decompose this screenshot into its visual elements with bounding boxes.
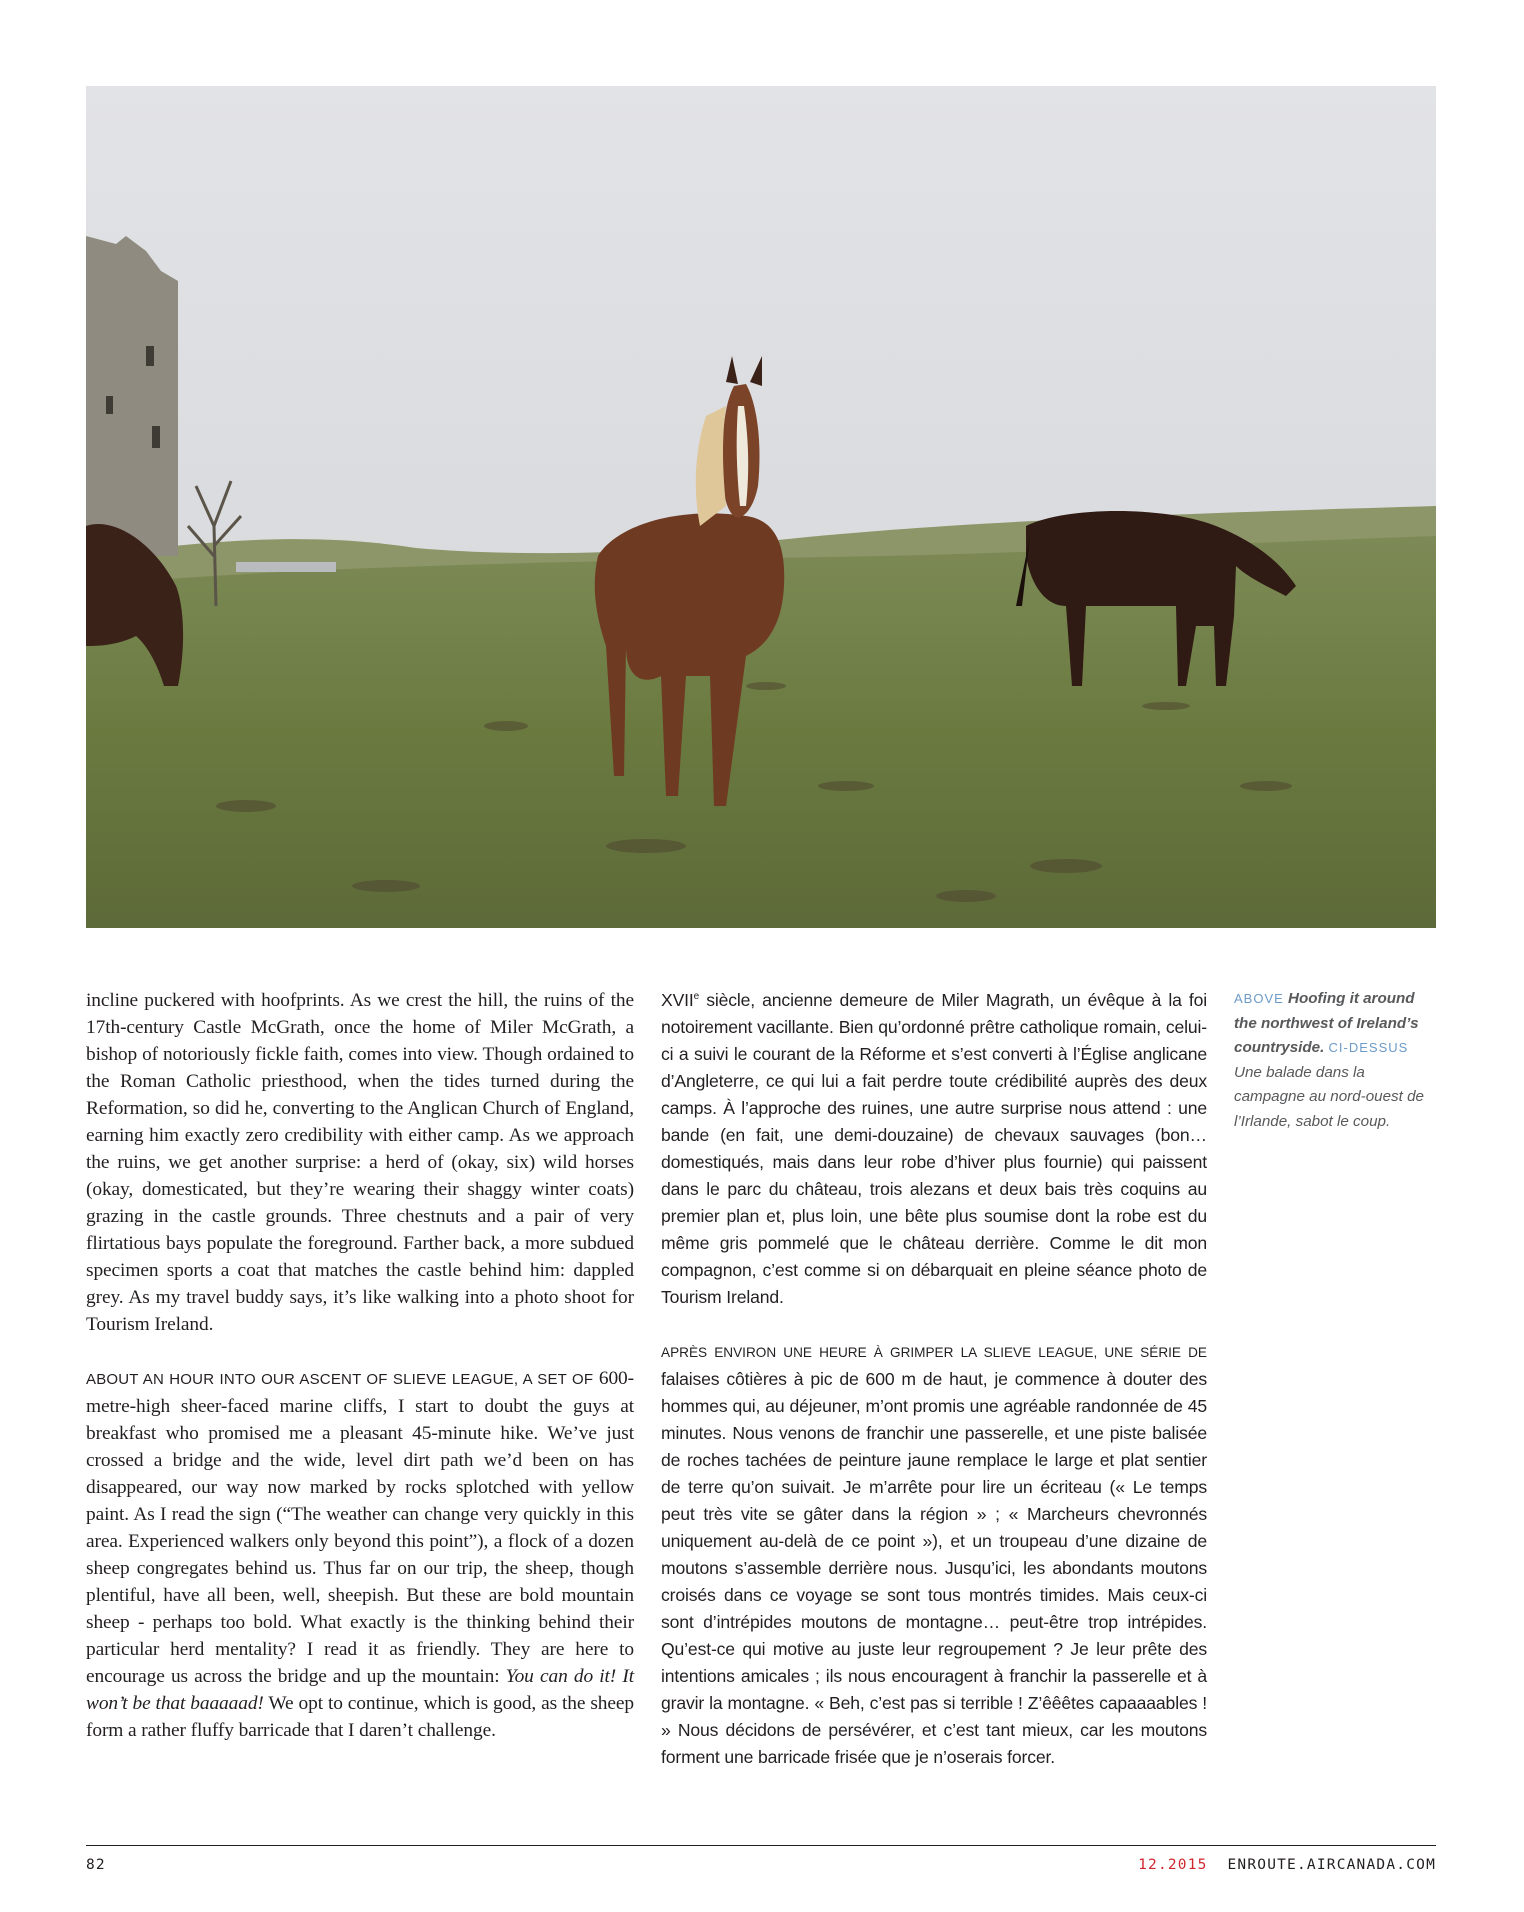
caption-tag-fr: CI-DESSUS [1328,1040,1409,1055]
horses-photo [86,86,1436,928]
french-century: XVII [661,990,694,1010]
caption-text-fr: Une balade dans la campagne au nord-ouest de l’Irlande, sabot le coup. [1234,1063,1424,1130]
french-paragraph-2-lead: APRÈS ENVIRON UNE HEURE À GRIMPER LA SLIEVE LEAGUE, UNE SÉRIE DE [661,1345,1207,1360]
caption-text-en: Hoofing it around the northwest of Ireland’s countryside. [1234,990,1419,1056]
photo-caption [1234,987,1434,1134]
french-paragraph-2-body: falaises côtières à pic de 600 m de haut, je commence à douter des hommes qui, au déjeuner, m’ont promis une agréable randonnée de 45 minutes. Nous venons de franchir une passerelle, et une piste balisée de roches tachées de peinture jaune remplace le large et plat sentier de terre qu’on suivait. Je m’arrête pour lire un écriteau (« Le temps peut très vite se gâter dans la région » ; « Marcheurs chevronnés uniquement au-delà de ce point »), et un troupeau d’une dizaine de moutons s’assemble derrière nous. Jusqu’ici, les abondants moutons croisés dans ce voyage se sont tous montrés timides. Mais ceux-ci sont d’intrépides moutons de montagne… peut-être trop intrépides. Qu’est-ce qui motive au juste leur regroupement ? Je leur prête des intentions amicales ; ils nous encouragent à franchir la passerelle et à gravir la montagne. « Beh, c’est pas si terrible ! Z’êêêtes capaaaables ! » Nous décidons de persévérer, et c’est tant mieux, car les moutons forment une barricade frisée que je n’oserais forcer. [661,1369,1207,1767]
page-number: 82 [86,1857,106,1873]
french-article-column [661,987,1207,1771]
website-link[interactable]: ENROUTE.AIRCANADA.COM [1227,1857,1436,1873]
footer-credit [1138,1857,1436,1873]
english-article-column [86,987,634,1744]
french-paragraph-2 [661,1338,1207,1771]
horses-photo-illustration [86,86,1436,928]
issue-date: 12.2015 [1138,1857,1208,1873]
french-paragraph-1-body: siècle, ancienne demeure de Miler Magrath, un évêque à la foi notoirement vacillante. Bien qu’ordonné prêtre catholique romain, celui-ci a suivi le courant de la Réforme et s’est converti à l’Église anglicane d’Angleterre, ce qui lui a fait perdre toute crédibilité auprès des deux camps. À l’approche des ruines, une autre surprise nous attend : une bande (en fait, une demi-douzaine) de chevaux sauvages (bon… domestiqués, mais dans leur robe d’hiver plus fournie) qui paissent dans le parc du château, trois alezans et deux bais très coquins au premier plan et, plus loin, une bête plus soumise dont la robe est du même gris pommelé que le château derrière. Comme le dit mon compagnon, c’est comme si on débarquait en pleine séance photo de Tourism Ireland. [661,990,1207,1307]
english-paragraph-2-body: 600-metre-high sheer-faced marine cliffs, I start to doubt the guys at breakfast who promised me a pleasant 45-minute hike. We’ve just crossed a bridge and the wide, level dirt path we’d been on has disappeared, our way now marked by rocks splotched with yellow paint. As I read the sign (“The weather can change very quickly in this area. Experienced walkers only beyond this point”), a flock of a dozen sheep congregates behind us. Thus far on our trip, the sheep, though plentiful, have all been, well, sheepish. But these are bold mountain sheep - perhaps too bold. What exactly is the thinking behind their particular herd mentality? I read it as friendly. They are here to encourage us across the bridge and up the mountain: [86,1368,635,1687]
english-paragraph-2 [86,1365,634,1744]
french-century-superscript: e [693,991,700,1003]
english-paragraph-2-lead: ABOUT AN HOUR INTO OUR ASCENT OF SLIEVE LEAGUE, A SET OF [86,1371,594,1388]
french-paragraph-1 [661,987,1207,1311]
caption-tag-en: ABOVE [1234,991,1284,1006]
english-paragraph-2-italic: You can do it! It won’t be that baaaaad! [86,1666,634,1714]
footer-rule [86,1845,1436,1846]
english-paragraph-2-end: We opt to continue, which is good, as the sheep form a rather fluffy barricade that I daren’t challenge. [86,1693,635,1741]
english-paragraph-1: incline puckered with hoofprints. As we crest the hill, the ruins of the 17th-century Castle McGrath, once the home of Miler McGrath, a bishop of notoriously fickle faith, comes into view. Though ordained to the Roman Catholic priesthood, when the tides turned during the Reformation, so did he, converting to the Anglican Church of England, earning him exactly zero credibility with either camp. As we approach the ruins, we get another surprise: a herd of (okay, six) wild horses (okay, domesticated, but they’re wearing their shaggy winter coats) grazing in the castle grounds. Three chestnuts and a pair of very flirtatious bays populate the foreground. Farther back, a more subdued specimen sports a coat that matches the castle behind him: dappled grey. As my travel buddy says, it’s like walking into a photo shoot for Tourism Ireland. [86,990,634,1335]
